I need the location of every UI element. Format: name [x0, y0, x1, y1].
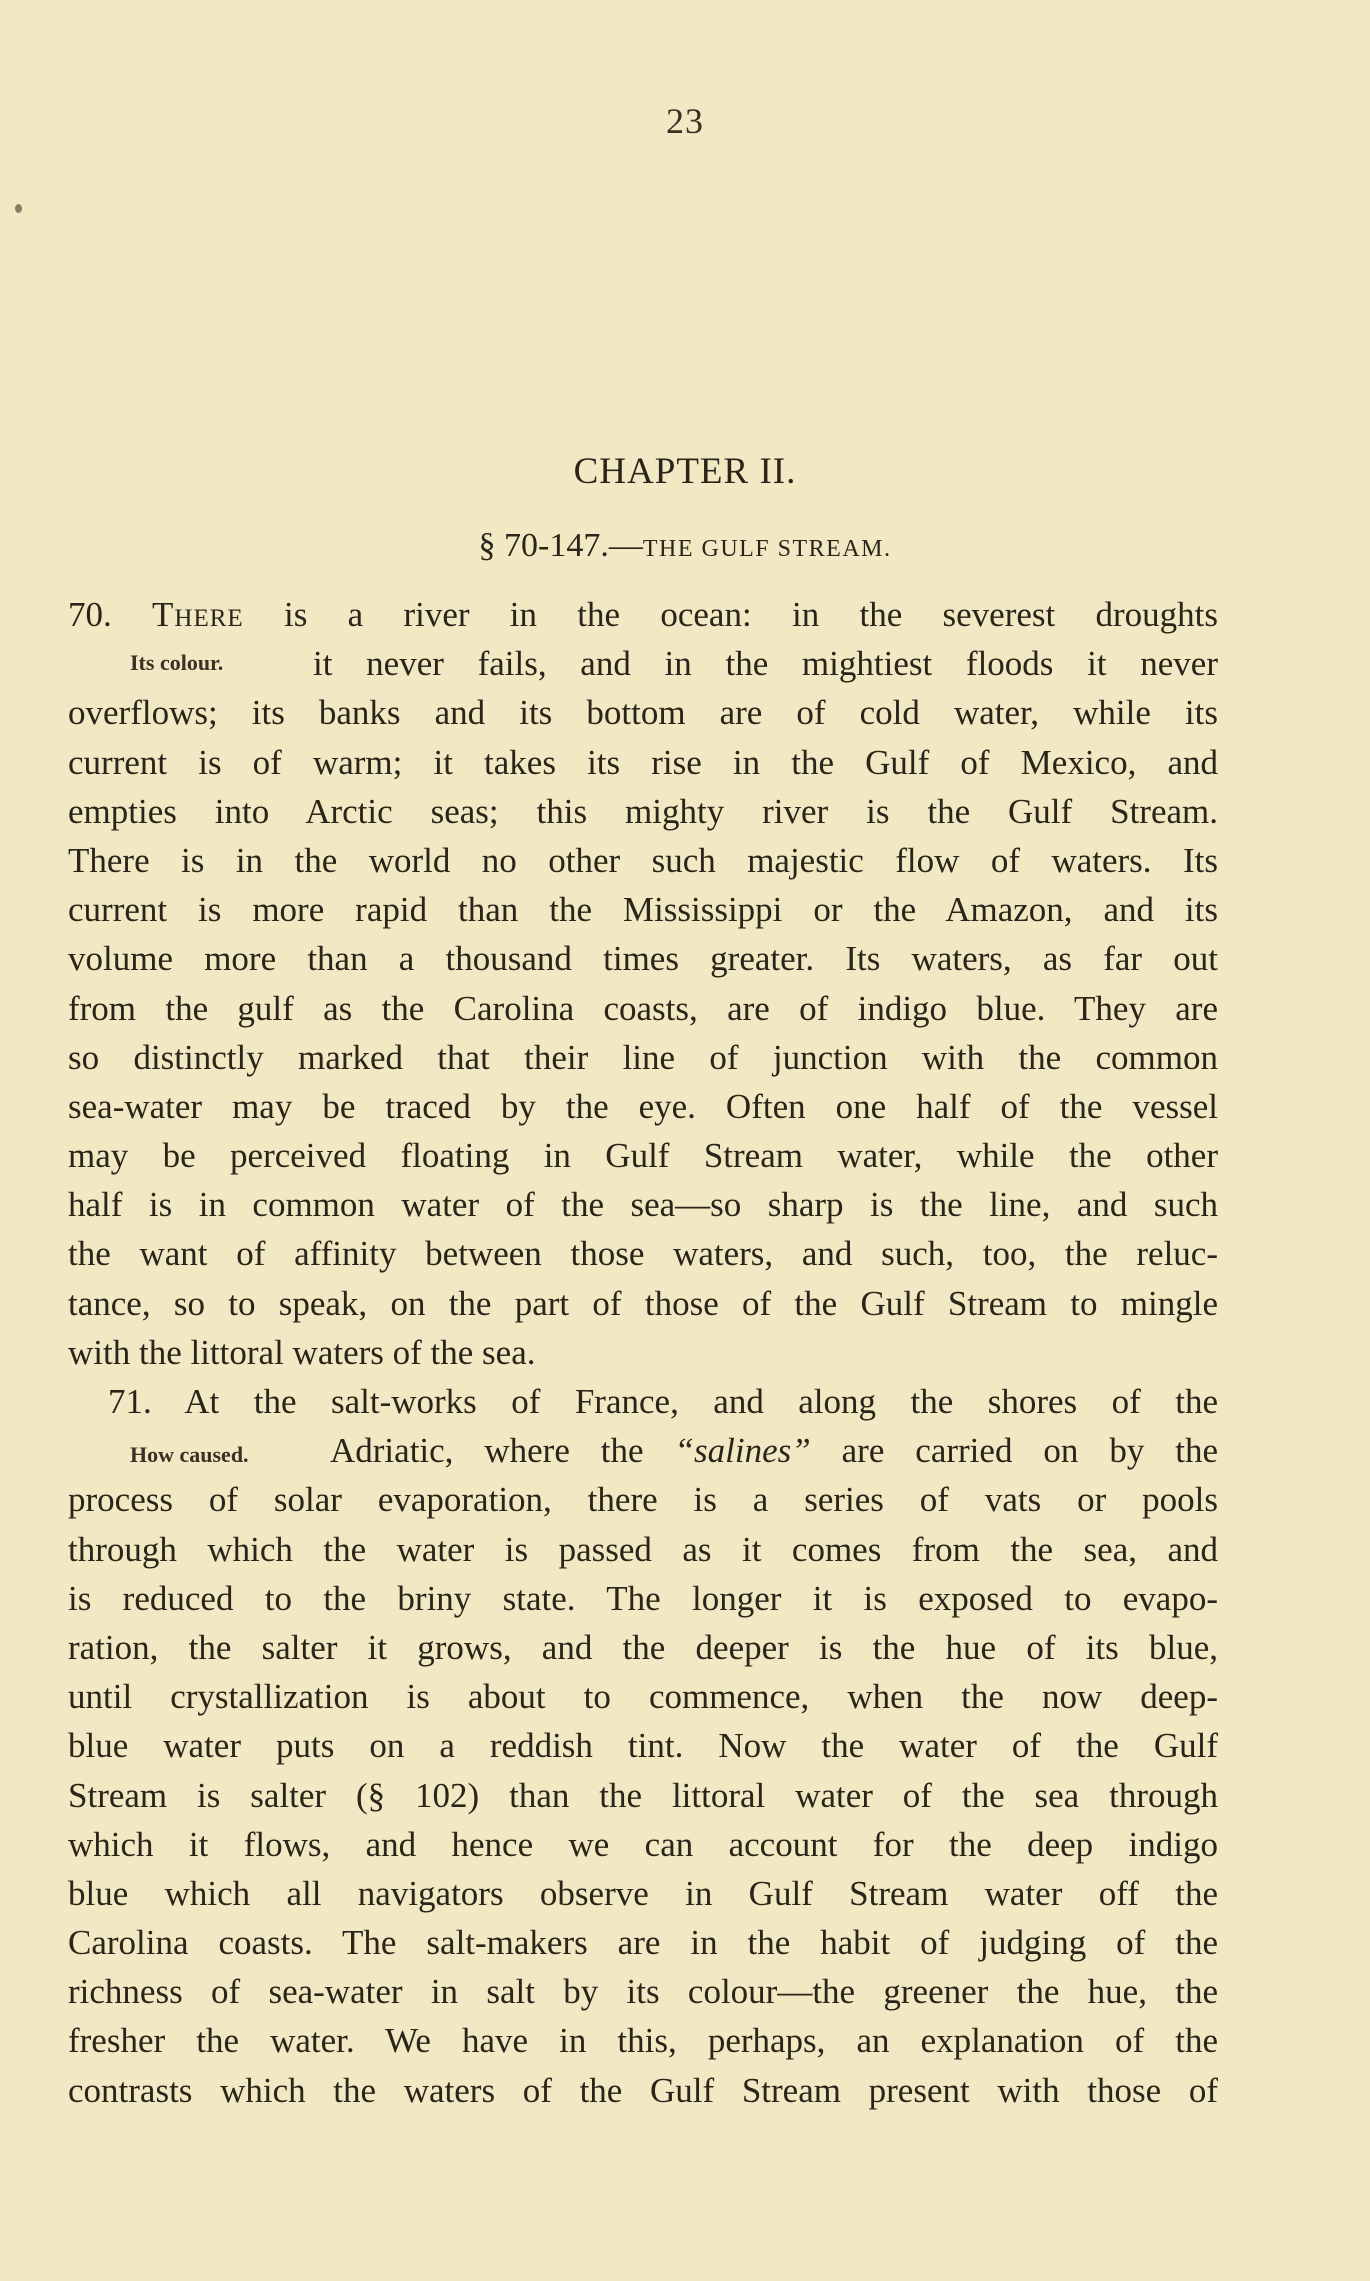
paragraph-71-line-1	[68, 1377, 1218, 1426]
paragraph-71-line-10: which it flows, and hence we can account for the deep indigo	[68, 1824, 1218, 1864]
paragraph-70-line-11: sea-water may be traced by the eye. Often one half of the vessel	[68, 1086, 1218, 1126]
section-range: § 70-147.—	[478, 527, 643, 564]
paragraph-70-line-14: the want of affinity between those waters, and such, too, the reluc-	[68, 1234, 1218, 1274]
paragraph-70-line-1	[68, 590, 1218, 639]
section-title: THE GULF STREAM.	[642, 536, 892, 562]
paragraph-71-line-9: Stream is salter (§ 102) than the littoral water of the sea through	[68, 1775, 1218, 1815]
paragraph-70-line-3: overflows; its banks and its bottom are of cold water, while its	[68, 693, 1218, 733]
margin-note-how-caused: How caused.	[130, 1442, 249, 1467]
chapter-title: CHAPTER II.	[573, 451, 797, 492]
line-text: are carried on by the	[841, 1431, 1219, 1471]
paragraph-70-line-7: current is more rapid than the Mississippi or the Amazon, and its	[68, 890, 1218, 930]
page-number: 23	[666, 101, 704, 141]
paragraph-70-line-2: it never fails, and in the mightiest floods it never	[313, 644, 1218, 684]
margin-note-its-colour: Its colour.	[130, 650, 224, 675]
paragraph-70-line-16: with the littoral waters of the sea.	[68, 1332, 536, 1372]
paragraph-71-line-15: contrasts which the waters of the Gulf Stream present with those of	[68, 2070, 1218, 2110]
paragraph-number: 70.	[68, 595, 112, 634]
paragraph-71-line-12: Carolina coasts. The salt-makers are in the habit of judging of the	[68, 1923, 1218, 1963]
ink-speck	[15, 204, 22, 213]
paragraph-71-line-3: process of solar evaporation, there is a series of vats or pools	[68, 1480, 1218, 1520]
body-text	[68, 590, 1218, 2115]
line-text: At the salt-works of France, and along the shores of the	[184, 1382, 1218, 1421]
italic-term: “salines”	[674, 1431, 811, 1471]
paragraph-70-line-4: current is of warm; it takes its rise in the Gulf of Mexico, and	[68, 742, 1218, 782]
paragraph-70-line-5: empties into Arctic seas; this mighty river is the Gulf Stream.	[68, 791, 1218, 831]
paragraph-number: 71.	[108, 1382, 152, 1421]
paragraph-71-line-7: until crystallization is about to commence, when the now deep-	[68, 1677, 1218, 1717]
line-text: is a river in the ocean: in the severest droughts	[284, 595, 1219, 634]
paragraph-70-line-8: volume more than a thousand times greater. Its waters, as far out	[68, 939, 1218, 979]
paragraph-lead-word: There	[152, 595, 244, 634]
paragraph-70-line-6: There is in the world no other such majestic flow of waters. Its	[68, 840, 1218, 880]
paragraph-71-line-13: richness of sea-water in salt by its colour—the greener the hue, the	[68, 1972, 1218, 2012]
paragraph-71-line-5: is reduced to the briny state. The longer it is exposed to evapo-	[68, 1578, 1218, 1618]
paragraph-71-line-6: ration, the salter it grows, and the deeper is the hue of its blue,	[68, 1627, 1218, 1667]
paragraph-71-line-4: through which the water is passed as it comes from the sea, and	[68, 1529, 1218, 1569]
paragraph-70-line-13: half is in common water of the sea—so sharp is the line, and such	[68, 1185, 1218, 1225]
paragraph-70-line-9: from the gulf as the Carolina coasts, are of indigo blue. They are	[68, 988, 1218, 1028]
line-text: Adriatic, where the	[330, 1431, 644, 1471]
paragraph-70-line-15: tance, so to speak, on the part of those of the Gulf Stream to mingle	[68, 1283, 1218, 1323]
paragraph-71-line-8: blue water puts on a reddish tint. Now the water of the Gulf	[68, 1726, 1218, 1766]
paragraph-70-line-10: so distinctly marked that their line of junction with the common	[68, 1037, 1218, 1077]
section-heading	[0, 527, 1370, 565]
paragraph-70-line-12: may be perceived floating in Gulf Stream water, while the other	[68, 1136, 1218, 1176]
paragraph-71-line-11: blue which all navigators observe in Gulf Stream water off the	[68, 1873, 1218, 1913]
paragraph-71-line-14: fresher the water. We have in this, perhaps, an explanation of the	[68, 2021, 1218, 2061]
